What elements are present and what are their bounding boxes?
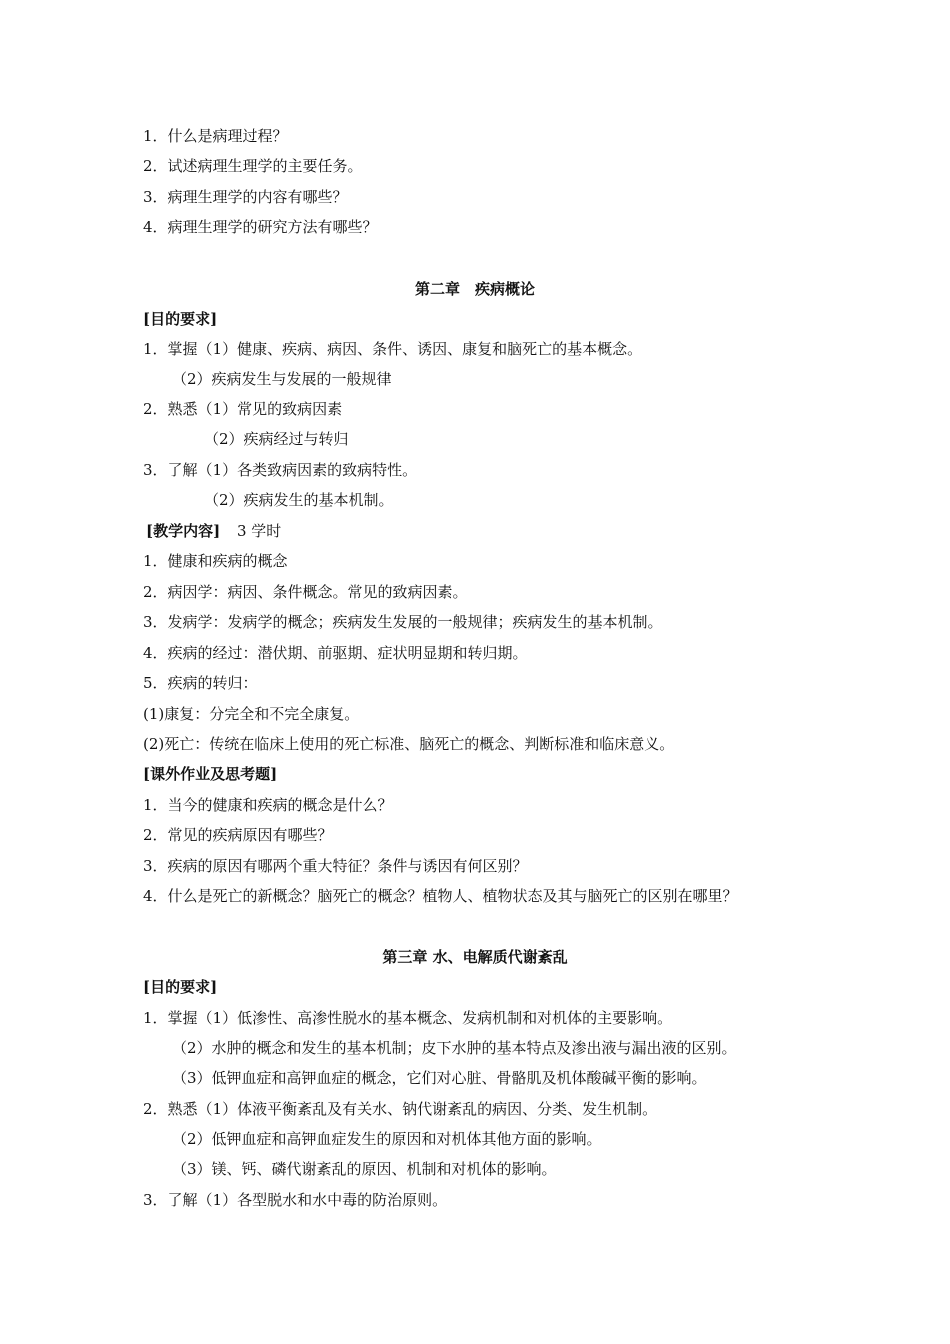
list-item: （3）镁、钙、磷代谢紊乱的原因、机制和对机体的影响。 [172,1160,557,1178]
list-item: 4．病理生理学的研究方法有哪些？ [143,218,378,236]
content-heading-row [146,521,281,541]
list-item: （2）疾病经过与转归 [204,430,349,448]
list-item: 1．健康和疾病的概念 [143,552,288,570]
list-item: （2）疾病发生的基本机制。 [204,491,394,509]
list-item: 2．试述病理生理学的主要任务。 [143,157,363,175]
list-item: (2)死亡：传统在临床上使用的死亡标准、脑死亡的概念、判断标准和临床意义。 [143,735,675,753]
list-item: 1．掌握（1）低渗性、高渗性脱水的基本概念、发病机制和对机体的主要影响。 [143,1009,673,1027]
list-item: 3．发病学：发病学的概念；疾病发生发展的一般规律；疾病发生的基本机制。 [143,613,663,631]
objectives-heading: [目的要求] [143,310,218,328]
homework-heading: [课外作业及思考题] [143,765,278,783]
list-item: （2）低钾血症和高钾血症发生的原因和对机体其他方面的影响。 [172,1130,602,1148]
list-item: 3．了解（1）各类致病因素的致病特性。 [143,461,418,479]
chapter-2-title: 第二章 疾病概论 [414,280,535,298]
list-item: （2）疾病发生与发展的一般规律 [172,370,392,388]
list-item: 1．当今的健康和疾病的概念是什么？ [143,796,393,814]
objectives-heading: [目的要求] [143,978,218,996]
content-hours: 3 学时 [236,522,282,540]
chapter-3-title: 第三章 水、电解质代谢紊乱 [382,948,568,966]
list-item: 1．掌握（1）健康、疾病、病因、条件、诱因、康复和脑死亡的基本概念。 [143,340,643,358]
list-item: 5．疾病的转归： [143,674,258,692]
list-item: 4．疾病的经过：潜伏期、前驱期、症状明显期和转归期。 [143,644,528,662]
list-item: （2）水肿的概念和发生的基本机制；皮下水肿的基本特点及渗出液与漏出液的区别。 [172,1039,737,1057]
list-item: （3）低钾血症和高钾血症的概念，它们对心脏、骨骼肌及机体酸碱平衡的影响。 [172,1069,707,1087]
list-item: 2．病因学：病因、条件概念。常见的致病因素。 [143,583,468,601]
list-item: 3．疾病的原因有哪两个重大特征？条件与诱因有何区别？ [143,857,528,875]
content-heading: [教学内容] [146,522,221,540]
list-item: (1)康复：分完全和不完全康复。 [143,705,360,723]
list-item: 2．熟悉（1）常见的致病因素 [143,400,343,418]
list-item: 1．什么是病理过程？ [143,127,288,145]
list-item: 2．常见的疾病原因有哪些？ [143,826,333,844]
list-item: 4．什么是死亡的新概念？脑死亡的概念？植物人、植物状态及其与脑死亡的区别在哪里？ [143,887,738,905]
list-item: 3．了解（1）各型脱水和水中毒的防治原则。 [143,1191,448,1209]
list-item: 3．病理生理学的内容有哪些？ [143,188,348,206]
list-item: 2．熟悉（1）体液平衡紊乱及有关水、钠代谢紊乱的病因、分类、发生机制。 [143,1100,658,1118]
